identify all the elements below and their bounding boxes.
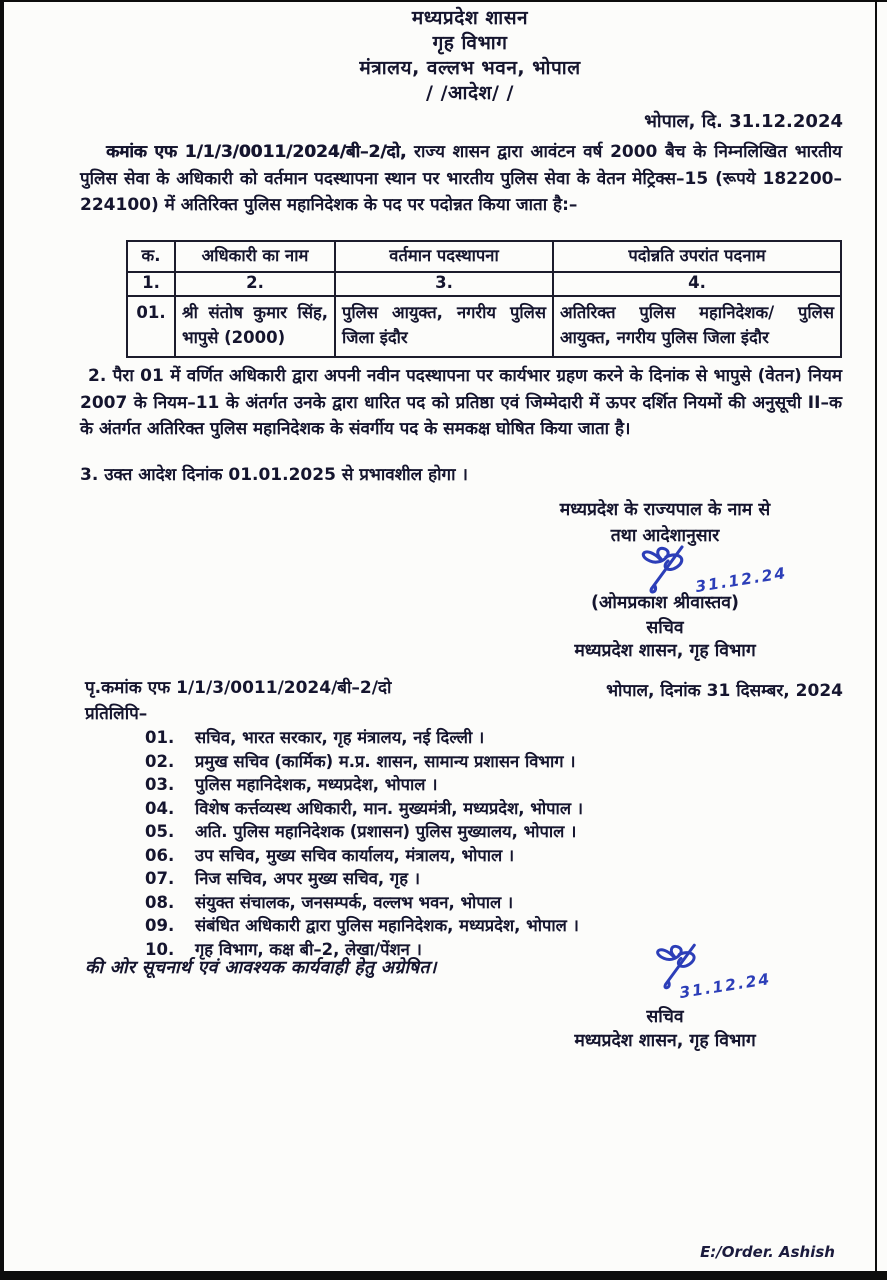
list-item-number: 08. (145, 892, 175, 912)
list-item-text: पुलिस महानिदेशक, मध्यप्रदेश, भोपाल । (195, 775, 438, 794)
file-path-note: E:/Order. Ashish (700, 1243, 835, 1261)
list-item-number: 07. (145, 869, 175, 888)
endorsement-place-date: भोपाल, दिनांक 31 दिसम्बर, 2024 (606, 681, 843, 701)
table-column-number-row (127, 272, 841, 296)
signature-date-2: 31.12.24 (678, 969, 773, 1003)
list-item (145, 891, 845, 915)
list-item-text: संयुक्त संचालक, जनसम्पर्क, वल्लभ भवन, भोपाल । (195, 892, 514, 912)
department-name: गृह विभाग (432, 32, 508, 54)
scan-border-top (0, 0, 887, 2)
list-item-number: 04. (145, 798, 175, 818)
signatory-name: (ओमप्रकाश श्रीवास्तव) (591, 593, 739, 613)
signature-date-1: 31.12.24 (694, 563, 789, 597)
copy-distribution-list (145, 726, 845, 961)
list-item (145, 797, 845, 821)
order-paragraph-1 (80, 139, 842, 219)
cell-post-after-promotion: अतिरिक्त पुलिस महानिदेशक/ पुलिस आयुक्त, नगरीय पुलिस जिला इंदौर (553, 296, 841, 357)
table-colnum-3: 3. (335, 272, 553, 296)
list-item-text: गृह विभाग, कक्ष बी–2, लेखा/पेंशन । (195, 939, 422, 959)
letterhead-order-title (60, 81, 880, 106)
letterhead-department (60, 31, 880, 56)
list-item-number: 02. (145, 751, 175, 771)
order-paragraph-3: 3. उक्त आदेश दिनांक 01.01.2025 से प्रभावशील होगा । (80, 465, 468, 485)
list-item-text: प्रमुख सचिव (कार्मिक) म.प्र. शासन, सामान्य प्रशासन विभाग । (195, 751, 576, 771)
list-item-number: 03. (145, 775, 175, 794)
list-item (145, 750, 845, 774)
list-item (145, 844, 845, 868)
scan-border-right (875, 0, 877, 1280)
forwarding-note: की ओर सूचनार्थ एवं आवश्यक कार्यवाही हेतु अग्रेषित। (85, 958, 437, 978)
list-item-text: उप सचिव, मुख्य सचिव कार्यालय, मंत्रालय, भोपाल । (195, 845, 515, 865)
list-item (145, 914, 845, 938)
cell-serial-number: 01. (127, 296, 175, 357)
cell-officer-name: श्री संतोष कुमार सिंह, भापुसे (2000) (175, 296, 335, 357)
list-item-text: विशेष कर्त्तव्यस्थ अधिकारी, मान. मुख्यमंत्री, मध्यप्रदेश, भोपाल । (195, 798, 584, 818)
signatory-department-2: मध्यप्रदेश शासन, गृह विभाग (574, 1031, 756, 1051)
list-item-number: 05. (145, 822, 175, 841)
table-header-sno: क. (127, 241, 175, 272)
order-paragraph-2: 2. पैरा 01 में वर्णित अधिकारी द्वारा अपनी नवीन पदस्थापना पर कार्यभार ग्रहण करने के दिनांक से भापुसे (वेतन) नियम 2007 के नियम–11 के अंतर्गत उनके द्वारा धारित पद को प्रतिष्ठा एवं जिम्मेदारी में ऊपर दर्शित नियमों की अनुसूची II–क के अंतर्गत अतिरिक्त पुलिस महानिदेशक के संवर्गीय पद के समकक्ष घोषित किया जाता है। (80, 366, 842, 439)
list-item-text: निज सचिव, अपर मुख्य सचिव, गृह । (195, 869, 420, 888)
list-item (145, 773, 845, 797)
list-item (145, 726, 845, 750)
list-item-text: संबंधित अधिकारी द्वारा पुलिस महानिदेशक, मध्यप्रदेश, भोपाल । (195, 916, 579, 935)
table-colnum-2: 2. (175, 272, 335, 296)
signatory-post-2: सचिव (646, 1007, 684, 1027)
order-reference-number: कमांक एफ 1/1/3/0011/2024/बी–2/दो, (106, 142, 407, 162)
scan-border-left (0, 0, 4, 1280)
table-header-row (127, 241, 841, 272)
on-behalf-of-governor-line: मध्यप्रदेश के राज्यपाल के नाम से (559, 500, 771, 520)
signatory-post: सचिव (646, 618, 684, 638)
endorsement-reference-number: पृ.कमांक एफ 1/1/3/0011/2024/बी–2/दो (85, 678, 392, 698)
order-title: / /आदेश/ / (426, 82, 514, 104)
table-colnum-4: 4. (553, 272, 841, 296)
letterhead-address (60, 56, 880, 81)
cell-current-posting: पुलिस आयुक्त, नगरीय पुलिस जिला इंदौर (335, 296, 553, 357)
issue-place-date: भोपाल, दि. 31.12.2024 (644, 111, 843, 132)
list-item (145, 820, 845, 844)
table-row (127, 296, 841, 357)
list-item-number: 06. (145, 845, 175, 865)
list-item-text: सचिव, भारत सरकार, गृह मंत्रालय, नई दिल्ली । (195, 728, 485, 747)
table-header-promoted: पदोन्नति उपरांत पदनाम (553, 241, 841, 272)
address-line: मंत्रालय, वल्लभ भवन, भोपाल (359, 57, 581, 79)
government-name: मध्यप्रदेश शासन (411, 7, 529, 29)
as-per-order-line: तथा आदेशानुसार (610, 526, 720, 546)
table-colnum-1: 1. (127, 272, 175, 296)
order-paragraph-1-text: राज्य शासन द्वारा आवंटन वर्ष 2000 बैच के निम्नलिखित भारतीय पुलिस सेवा के अधिकारी को वर्तमान पदस्थापना स्थान पर भारतीय पुलिस सेवा के वेतन मेट्रिक्स–15 (रूपये 182200–224100) में अतिरिक्त पुलिस महानिदेशक के पद पर पदोन्नत किया जाता है:– (80, 142, 842, 215)
scan-border-bottom (0, 1271, 887, 1280)
copy-to-label: प्रतिलिपि– (85, 704, 148, 724)
letterhead-government (60, 6, 880, 31)
list-item-text: अति. पुलिस महानिदेशक (प्रशासन) पुलिस मुख्यालय, भोपाल । (195, 822, 577, 841)
list-item-number: 09. (145, 916, 175, 935)
promotion-table (126, 240, 842, 358)
list-item (145, 867, 845, 891)
list-item-number: 01. (145, 728, 175, 747)
signatory-department: मध्यप्रदेश शासन, गृह विभाग (574, 641, 756, 661)
table-header-current: वर्तमान पदस्थापना (335, 241, 553, 272)
table-header-name: अधिकारी का नाम (175, 241, 335, 272)
list-item-number: 10. (145, 939, 175, 959)
